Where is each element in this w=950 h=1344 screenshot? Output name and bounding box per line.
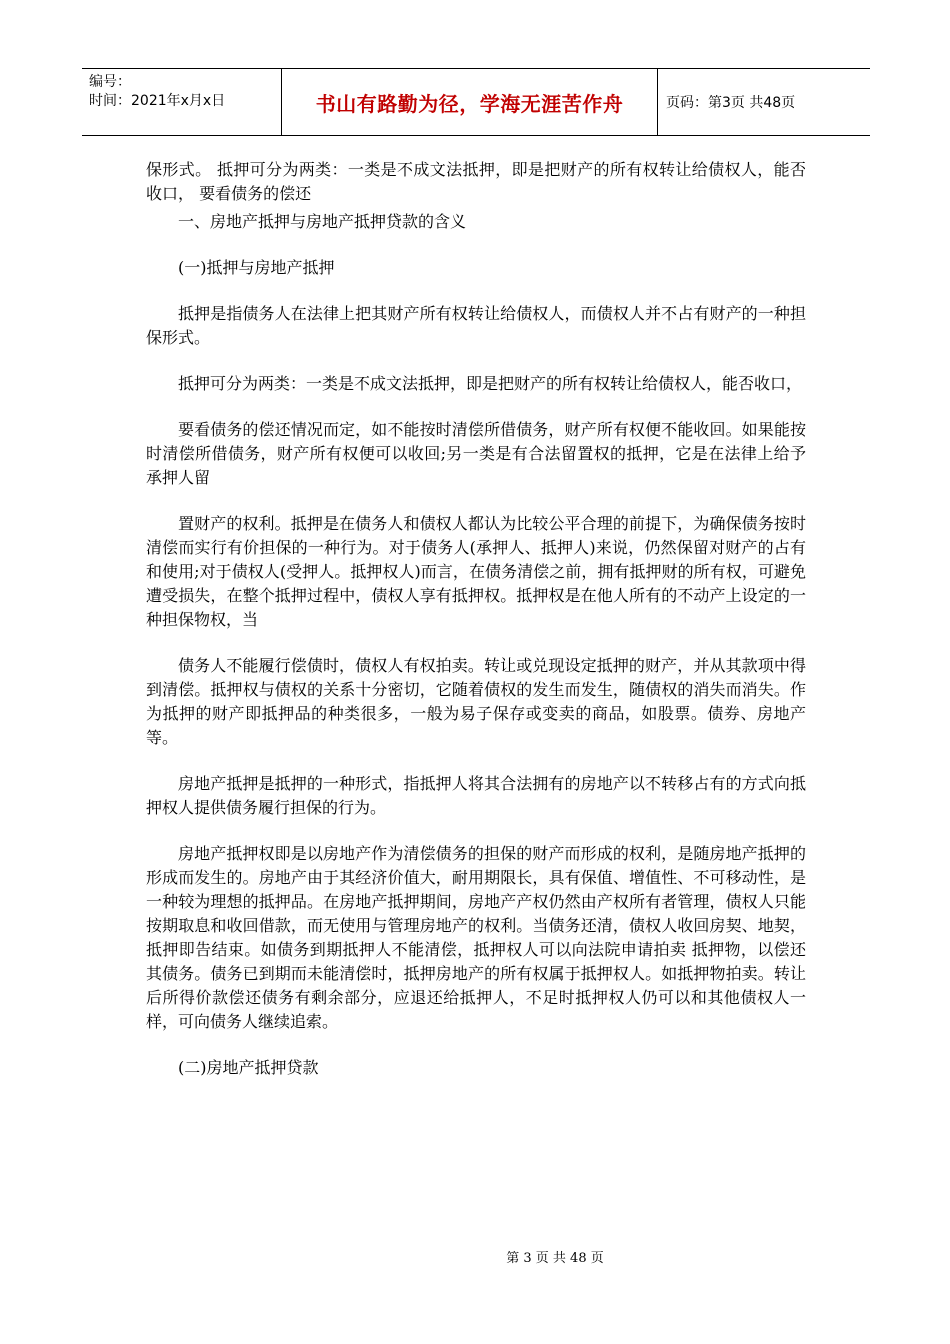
paragraph: 保形式。 抵押可分为两类：一类是不成文法抵押，即是把财产的所有权转让给债权人，能否收口， 要看债务的偿还 xyxy=(146,160,806,203)
header-page-cell xyxy=(658,69,870,135)
paragraph: 房地产抵押是抵押的一种形式，指抵押人将其合法拥有的房地产以不转移占有的方式向抵押权人提供债务履行担保的行为。 xyxy=(146,774,806,817)
spacer xyxy=(146,820,806,842)
spacer xyxy=(146,234,806,256)
spacer xyxy=(146,490,806,512)
spacer xyxy=(146,350,806,372)
header-page-info: 页码：第3页 共48页 xyxy=(666,95,796,111)
paragraph: 要看债务的偿还情况而定，如不能按时清偿所借债务，财产所有权便不能收回。如果能按时清偿所借债务，财产所有权便可以收回;另一类是有合法留置权的抵押，它是在法律上给予承押人留 xyxy=(146,420,806,487)
subsection-heading: (一)抵押与房地产抵押 xyxy=(178,258,335,277)
subsection-heading: (二)房地产抵押贷款 xyxy=(178,1058,319,1077)
document-date: 时间：2021年x月x日 xyxy=(89,93,226,109)
paragraph: 抵押可分为两类：一类是不成文法抵押，即是把财产的所有权转让给债权人，能否收口， xyxy=(178,374,803,393)
spacer xyxy=(146,280,806,302)
header-meta-cell xyxy=(82,69,282,135)
footer-page-number: 第 3 页 共 48 页 xyxy=(506,1251,604,1266)
document-body xyxy=(146,158,806,1080)
paragraph: 抵押是指债务人在法律上把其财产所有权转让给债权人，而债权人并不占有财产的一种担保形式。 xyxy=(146,304,806,347)
spacer xyxy=(146,750,806,772)
section-heading: 一、房地产抵押与房地产抵押贷款的含义 xyxy=(178,212,467,231)
paragraph: 债务人不能履行偿债时，债权人有权拍卖。转让或兑现设定抵押的财产，并从其款项中得到清偿。抵押权与债权的关系十分密切，它随着债权的发生而发生，随债权的消失而消失。作为抵押的财产即抵押品的种类很多，一般为易子保存或变卖的商品，如股票。债券、房地产等。 xyxy=(146,656,806,747)
page-header xyxy=(82,68,870,136)
document-number: 编号： xyxy=(89,74,131,90)
spacer xyxy=(146,632,806,654)
paragraph: 置财产的权利。抵押是在债务人和债权人都认为比较公平合理的前提下，为确保债务按时清偿而实行有价担保的一种行为。对于债务人(承押人、抵押人)来说，仍然保留对财产的占有和使用;对于债权人(受押人。抵押权人)而言，在债务清偿之前，拥有抵押财的所有权，可避免遭受损失，在整个抵押过程中，债权人享有抵押权。抵押权是在他人所有的不动产上设定的一种担保物权，当 xyxy=(146,514,806,629)
header-motto-cell xyxy=(282,69,658,135)
page-footer xyxy=(0,1247,950,1266)
paragraph: 房地产抵押权即是以房地产作为清偿债务的担保的财产而形成的权利，是随房地产抵押的形成而发生的。房地产由于其经济价值大，耐用期限长，具有保值、增值性、不可移动性，是一种较为理想的抵押品。在房地产抵押期间，房地产产权仍然由产权所有者管理，债权人只能按期取息和收回借款，而无使用与管理房地产的权利。当债务还清，债权人收回房契、地契，抵押即告结束。如债务到期抵押人不能清偿，抵押权人可以向法院申请拍卖 抵押物，以偿还其债务。债务已到期而未能清偿时，抵押房地产的所有权属于抵押权人。如抵押物拍卖。转让后所得价款偿还债务有剩余部分，应退还给抵押人，不足时抵押权人仍可以和其他债权人一样，可向债务人继续追索。 xyxy=(146,844,806,1031)
spacer xyxy=(146,396,806,418)
spacer xyxy=(146,1034,806,1056)
header-motto: 书山有路勤为径，学海无涯苦作舟 xyxy=(315,91,624,116)
